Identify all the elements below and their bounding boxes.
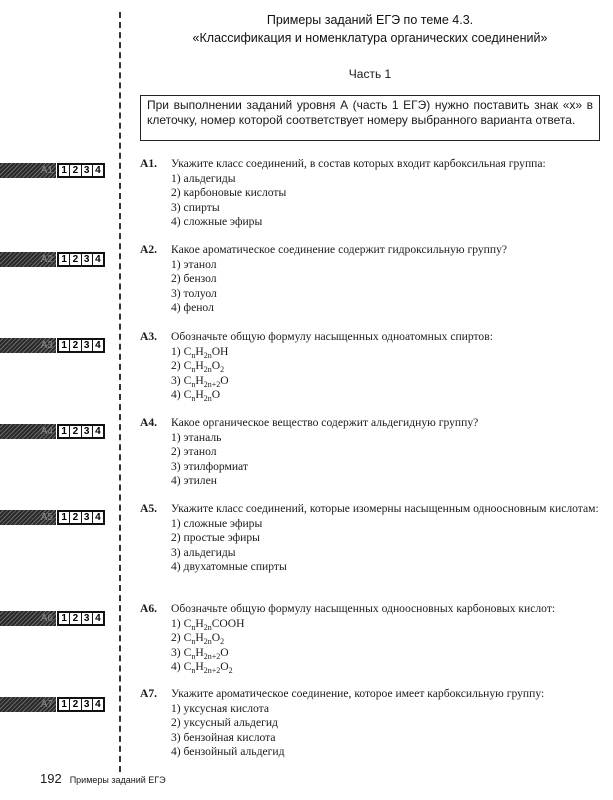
answer-tab	[0, 510, 106, 525]
option-number: 3)	[171, 645, 181, 659]
question-text: Обозначьте общую формулу насыщенных одноатомных спиртов:	[171, 330, 493, 343]
question-stem	[140, 602, 610, 617]
instruction-box: При выполнении заданий уровня А (часть 1 ЕГЭ) нужно поставить знак «х» в клеточку, номер которой соответствует номеру выбранного варианта ответа.	[140, 95, 600, 141]
option-number: 2)	[171, 359, 181, 373]
option-number: 1)	[171, 616, 181, 630]
formula-option	[171, 646, 610, 661]
answer-checkbox[interactable]: 1	[59, 613, 69, 624]
question-number: А6.	[140, 602, 158, 615]
question-stem	[140, 687, 610, 702]
formula-subscript: n	[191, 365, 196, 375]
question-stem	[140, 330, 610, 345]
answer-checkbox[interactable]: 1	[59, 699, 69, 710]
answer-tab-label: А6	[40, 613, 53, 624]
formula-subscript: 2n+2	[203, 666, 221, 676]
formula-option	[171, 388, 610, 403]
answer-checkbox[interactable]: 2	[70, 512, 80, 523]
formula-symbol: H	[195, 645, 204, 659]
answer-checkbox[interactable]: 1	[59, 340, 69, 351]
formula-symbol: O	[220, 373, 229, 387]
question-text: Укажите ароматическое соединение, которое имеет карбоксильную группу:	[171, 687, 545, 700]
formula-symbol: O	[220, 645, 229, 659]
formula-symbol: C	[183, 616, 192, 630]
formula-symbol: O	[220, 660, 229, 674]
answer-option: 4) двухатомные спирты	[171, 560, 287, 574]
answer-checkbox[interactable]: 3	[82, 613, 92, 624]
answer-option: 3) альдегиды	[171, 545, 236, 559]
formula-subscript: n	[191, 394, 196, 404]
answer-checkbox[interactable]: 3	[82, 165, 92, 176]
formula-option	[171, 359, 610, 374]
answer-option: 4) сложные эфиры	[171, 215, 263, 229]
answer-options	[171, 617, 610, 675]
formula-symbol: H	[195, 631, 204, 645]
answer-tab-label: А4	[40, 426, 53, 437]
question-text: Какое ароматическое соединение содержит гидроксильную группу?	[171, 243, 508, 256]
formula-symbol: C	[183, 388, 192, 402]
question-item	[140, 157, 610, 230]
formula-subscript: n	[191, 379, 196, 389]
answer-checkbox[interactable]: 1	[59, 426, 69, 437]
answer-checkbox[interactable]: 1	[59, 512, 69, 523]
answer-checkbox[interactable]: 2	[70, 165, 80, 176]
answer-options	[171, 172, 610, 230]
option-number: 3)	[171, 373, 181, 387]
answer-checkbox[interactable]: 3	[82, 426, 92, 437]
answer-option: 3) толуол	[171, 286, 217, 300]
answer-tab	[0, 697, 106, 712]
answer-option: 2) этанол	[171, 445, 217, 459]
answer-tab	[0, 163, 106, 178]
answer-boxes	[57, 338, 105, 353]
question-stem	[140, 243, 610, 258]
option-number: 2)	[171, 631, 181, 645]
answer-option: 4) бензойный альдегид	[171, 745, 285, 759]
formula-subscript: 2n	[203, 365, 212, 375]
answer-tab-label: А5	[40, 512, 53, 523]
question-item	[140, 243, 610, 316]
formula-subscript: 2n+2	[203, 651, 221, 661]
answer-checkbox[interactable]: 2	[70, 613, 80, 624]
page-title-line2: «Классификация и номенклатура органических соединений»	[192, 31, 548, 45]
question-number: А1.	[140, 157, 158, 170]
formula-option	[171, 345, 610, 360]
question-stem	[140, 157, 610, 172]
question-text: Какое органическое вещество содержит альдегидную группу?	[171, 416, 479, 429]
formula-symbol: H	[195, 660, 204, 674]
formula-symbol: OH	[211, 344, 229, 358]
answer-checkbox[interactable]: 4	[93, 426, 103, 437]
answer-checkbox[interactable]: 3	[82, 340, 92, 351]
answer-boxes	[57, 163, 105, 178]
question-text: Обозначьте общую формулу насыщенных одноосновных карбоновых кислот:	[171, 602, 556, 615]
question-text: Укажите класс соединений, в состав которых входит карбоксильная группа:	[171, 157, 546, 170]
question-item	[140, 416, 610, 489]
answer-options	[171, 345, 610, 403]
question-text: Укажите класс соединений, которые изомерны насыщенным одноосновным кислотам:	[171, 502, 599, 515]
answer-tab-label: А2	[40, 254, 53, 265]
answer-boxes	[57, 697, 105, 712]
answer-option: 3) спирты	[171, 200, 220, 214]
page-number: 192	[40, 771, 62, 786]
formula-subscript: 2n	[203, 622, 212, 632]
answer-checkbox[interactable]: 2	[70, 699, 80, 710]
formula-symbol: C	[183, 631, 192, 645]
formula-subscript: 2	[220, 365, 225, 375]
page-footer	[40, 771, 166, 786]
answer-checkbox[interactable]: 3	[82, 254, 92, 265]
answer-checkbox[interactable]: 4	[93, 699, 103, 710]
formula-subscript: n	[191, 350, 196, 360]
question-number: А4.	[140, 416, 158, 429]
question-item	[140, 330, 610, 403]
answer-option: 2) простые эфиры	[171, 531, 260, 545]
answer-tab	[0, 252, 106, 267]
formula-symbol: H	[195, 344, 204, 358]
answer-option: 2) карбоновые кислоты	[171, 186, 287, 200]
answer-tab	[0, 338, 106, 353]
answer-option: 1) этанол	[171, 257, 217, 271]
answer-tab-label: А7	[40, 699, 53, 710]
formula-symbol: O	[211, 388, 221, 402]
answer-option: 4) этилен	[171, 474, 217, 488]
answer-checkbox[interactable]: 2	[70, 340, 80, 351]
question-stem	[140, 416, 610, 431]
formula-subscript: 2n	[203, 394, 212, 404]
formula-subscript: 2n+2	[203, 379, 221, 389]
formula-symbol: C	[183, 660, 192, 674]
question-stem	[140, 502, 610, 517]
answer-option: 3) этилформиат	[171, 459, 248, 473]
formula-symbol: H	[195, 616, 204, 630]
formula-option	[171, 631, 610, 646]
answer-options	[171, 517, 610, 575]
answer-boxes	[57, 510, 105, 525]
option-number: 4)	[171, 660, 181, 674]
answer-options	[171, 702, 610, 760]
formula-symbol: C	[183, 359, 192, 373]
formula-symbol: C	[183, 373, 192, 387]
formula-subscript: n	[191, 651, 196, 661]
answer-checkbox[interactable]: 4	[93, 165, 103, 176]
answer-option: 3) бензойная кислота	[171, 730, 276, 744]
question-number: А3.	[140, 330, 158, 343]
formula-option	[171, 660, 610, 675]
formula-option	[171, 617, 610, 632]
cut-line	[119, 12, 121, 772]
answer-checkbox[interactable]: 3	[82, 699, 92, 710]
formula-subscript: n	[191, 666, 196, 676]
formula-subscript: 2n	[203, 637, 212, 647]
formula-symbol: COOH	[211, 616, 245, 630]
formula-symbol: C	[183, 344, 192, 358]
formula-subscript: 2n	[203, 350, 212, 360]
option-number: 4)	[171, 388, 181, 402]
answer-checkbox[interactable]: 4	[93, 512, 103, 523]
answer-tab	[0, 611, 106, 626]
formula-symbol: O	[211, 631, 221, 645]
answer-option: 1) альдегиды	[171, 171, 236, 185]
formula-symbol: H	[195, 359, 204, 373]
formula-symbol: C	[183, 645, 192, 659]
question-item	[140, 687, 610, 760]
part-heading: Часть 1	[348, 67, 392, 81]
answer-option: 4) фенол	[171, 301, 214, 315]
question-item	[140, 502, 610, 575]
answer-tab-label: А3	[40, 340, 53, 351]
formula-symbol: O	[211, 359, 221, 373]
answer-checkbox[interactable]: 4	[93, 340, 103, 351]
formula-symbol: H	[195, 373, 204, 387]
question-number: А5.	[140, 502, 158, 515]
answer-tab	[0, 424, 106, 439]
answer-checkbox[interactable]: 3	[82, 512, 92, 523]
answer-checkbox[interactable]: 2	[70, 426, 80, 437]
answer-boxes	[57, 252, 105, 267]
answer-options	[171, 431, 610, 489]
answer-checkbox[interactable]: 4	[93, 254, 103, 265]
answer-checkbox[interactable]: 1	[59, 254, 69, 265]
answer-checkbox[interactable]: 2	[70, 254, 80, 265]
formula-subscript: n	[191, 637, 196, 647]
formula-subscript: 2	[228, 666, 233, 676]
option-number: 1)	[171, 344, 181, 358]
answer-checkbox[interactable]: 4	[93, 613, 103, 624]
answer-option: 2) уксусный альдегид	[171, 716, 278, 730]
question-number: А2.	[140, 243, 158, 256]
answer-option: 1) сложные эфиры	[171, 516, 263, 530]
formula-subscript: n	[191, 622, 196, 632]
formula-subscript: 2	[220, 637, 225, 647]
answer-checkbox[interactable]: 1	[59, 165, 69, 176]
question-item	[140, 602, 610, 675]
footer-text: Примеры заданий ЕГЭ	[69, 775, 166, 785]
question-number: А7.	[140, 687, 158, 700]
answer-option: 2) бензол	[171, 272, 217, 286]
answer-option: 1) уксусная кислота	[171, 701, 269, 715]
answer-boxes	[57, 611, 105, 626]
answer-option: 1) этаналь	[171, 430, 222, 444]
page-title-line1: Примеры заданий ЕГЭ по теме 4.3.	[266, 13, 474, 27]
answer-boxes	[57, 424, 105, 439]
formula-symbol: H	[195, 388, 204, 402]
formula-option	[171, 374, 610, 389]
answer-options	[171, 258, 610, 316]
answer-tab-label: А1	[40, 165, 53, 176]
